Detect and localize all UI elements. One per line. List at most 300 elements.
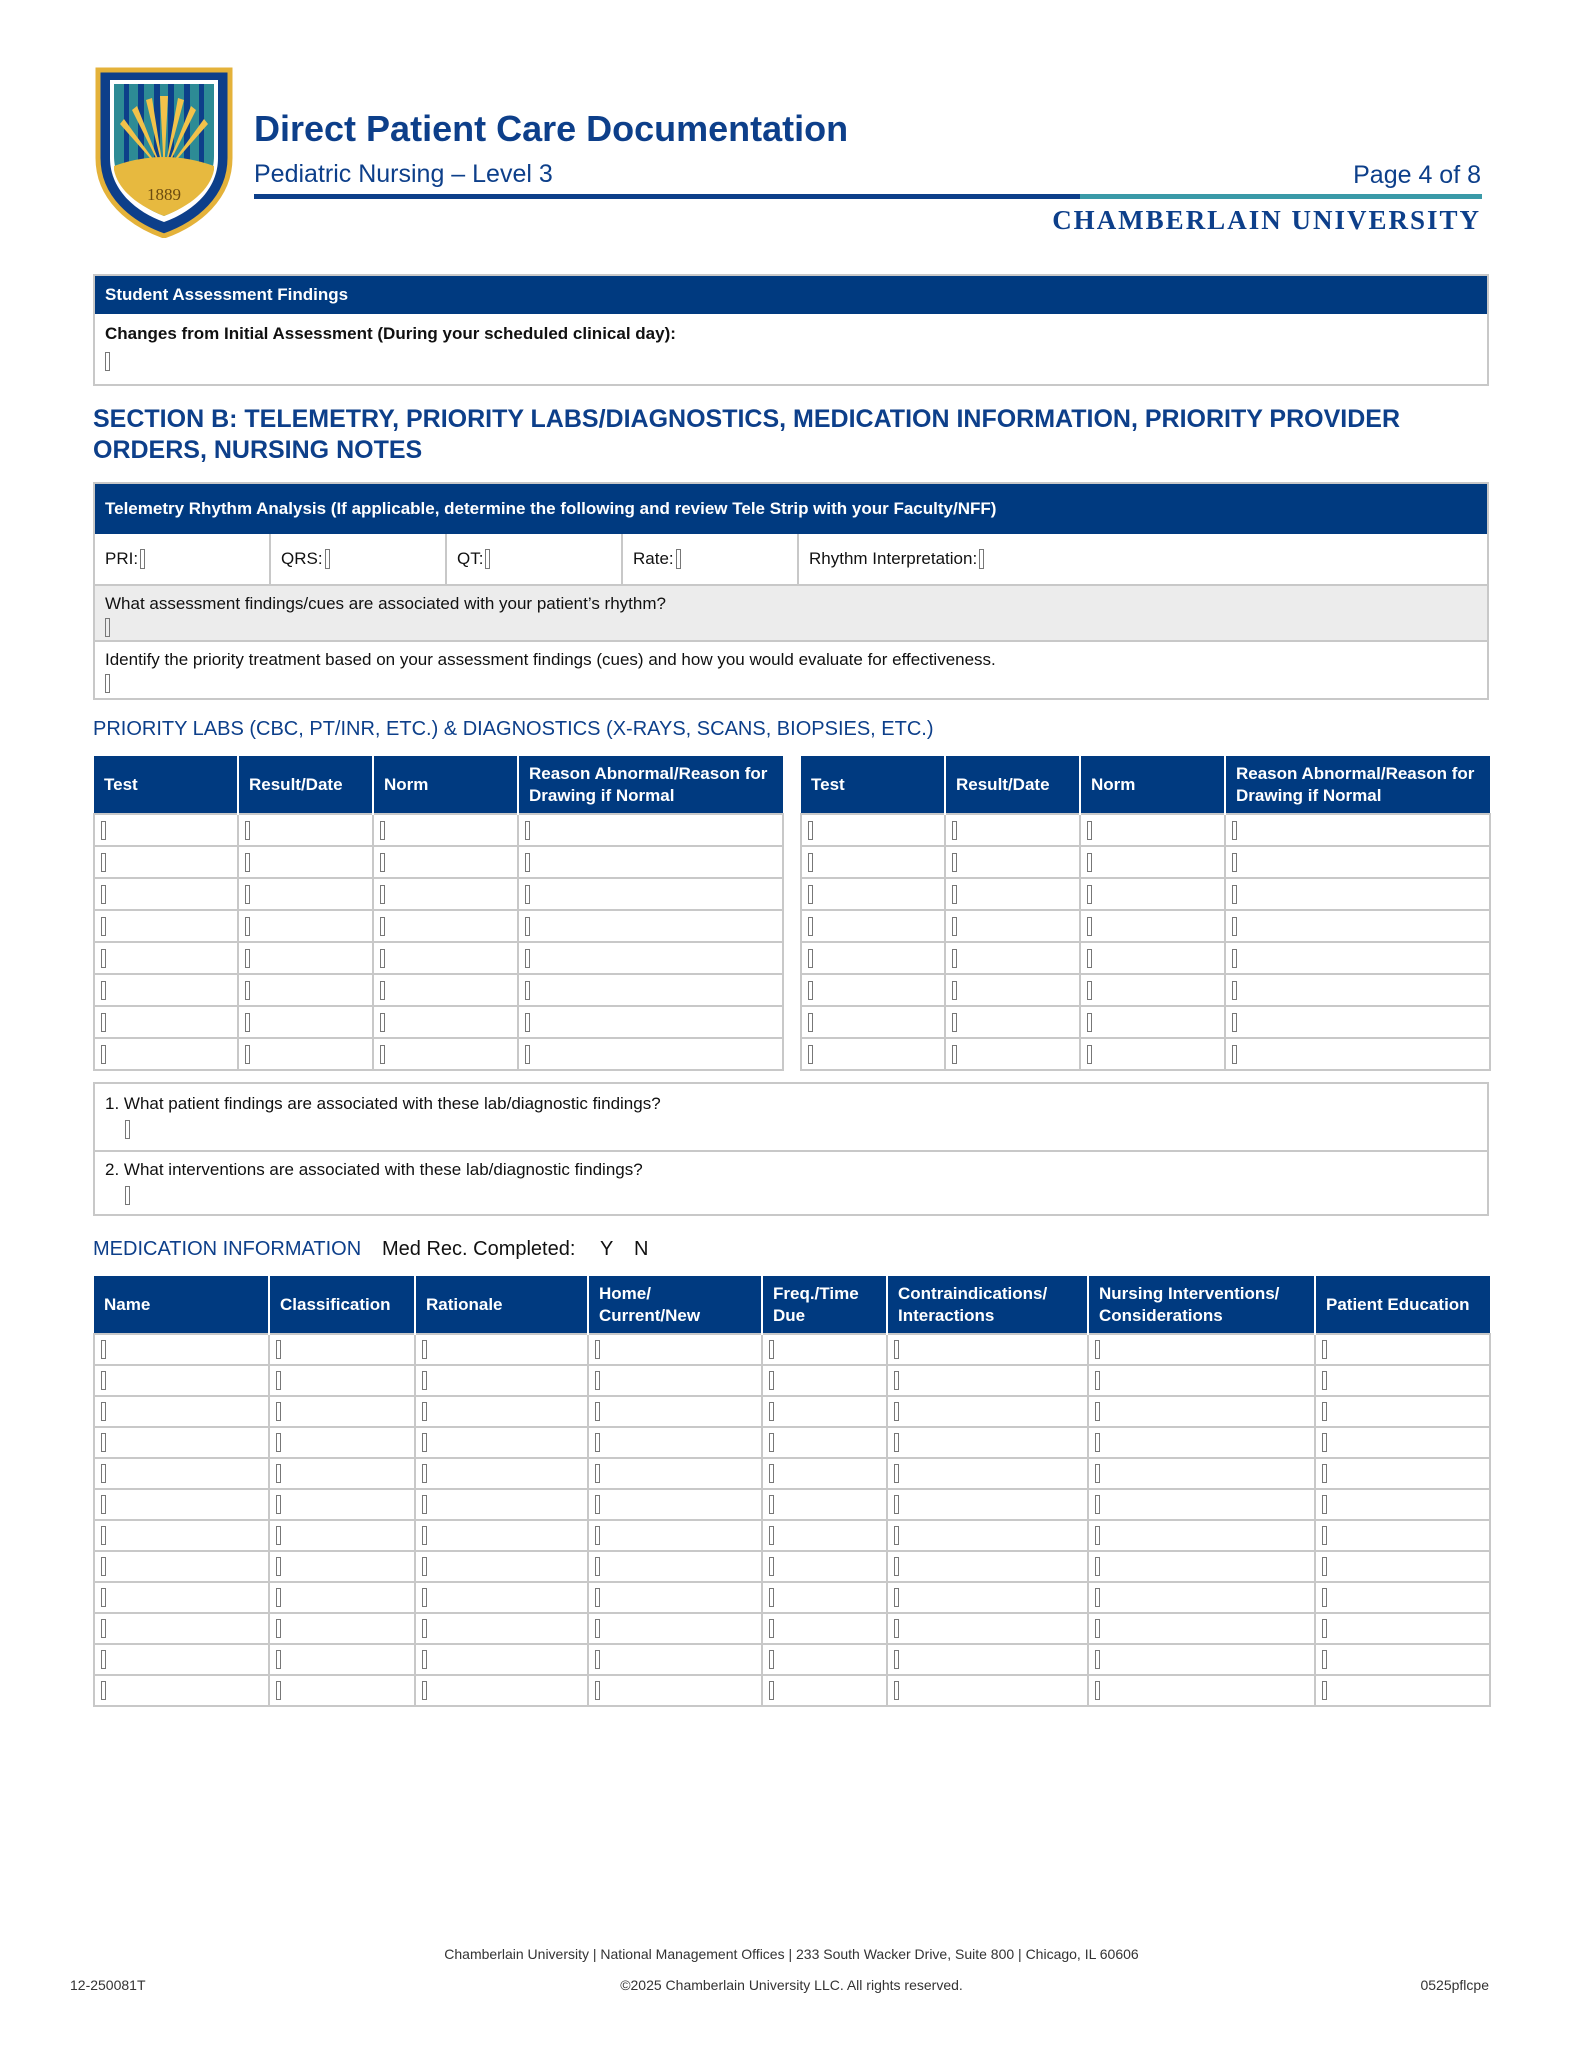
cell-input[interactable] <box>245 885 250 904</box>
table-cell <box>588 1427 762 1458</box>
cell-input[interactable] <box>769 1433 774 1452</box>
table-cell <box>1315 1520 1490 1551</box>
table-row <box>801 974 1490 1006</box>
cell-input[interactable] <box>808 981 813 1000</box>
table-cell <box>1080 814 1225 846</box>
rhythm-cues-input[interactable] <box>105 618 110 637</box>
cell-input[interactable] <box>1095 1557 1100 1576</box>
table-cell <box>887 1365 1088 1396</box>
cell-input[interactable] <box>1232 1045 1237 1064</box>
table-cell <box>1225 846 1490 878</box>
cell-input[interactable] <box>380 885 385 904</box>
cell-input[interactable] <box>276 1340 281 1359</box>
cell-input[interactable] <box>808 885 813 904</box>
table-cell <box>762 1675 887 1706</box>
qt-input[interactable] <box>485 549 490 569</box>
cell-input[interactable] <box>808 1013 813 1032</box>
cell-input[interactable] <box>1095 1588 1100 1607</box>
cell-input[interactable] <box>1087 885 1092 904</box>
table-cell <box>945 814 1080 846</box>
table-cell <box>1088 1675 1315 1706</box>
cell-input[interactable] <box>595 1588 600 1607</box>
cell-input[interactable] <box>422 1588 427 1607</box>
cell-input[interactable] <box>1095 1371 1100 1390</box>
table-cell <box>1315 1334 1490 1365</box>
cell-input[interactable] <box>101 885 106 904</box>
cell-input[interactable] <box>1232 981 1237 1000</box>
table-cell <box>269 1396 415 1427</box>
cell-input[interactable] <box>276 1402 281 1421</box>
cell-input[interactable] <box>101 1371 106 1390</box>
cell-input[interactable] <box>1322 1371 1327 1390</box>
table-cell <box>94 1396 269 1427</box>
cell-input[interactable] <box>101 1402 106 1421</box>
cell-input[interactable] <box>952 821 957 840</box>
cell-input[interactable] <box>595 1619 600 1638</box>
page-title: Direct Patient Care Documentation <box>254 108 849 149</box>
cell-input[interactable] <box>595 1433 600 1452</box>
page-subtitle: Pediatric Nursing – Level 3 <box>254 160 553 188</box>
cell-input[interactable] <box>101 1588 106 1607</box>
col-test: Test <box>801 756 945 814</box>
cell-input[interactable] <box>276 1588 281 1607</box>
cell-input[interactable] <box>276 1557 281 1576</box>
col-nursing-interventions: Nursing Interventions/ Considerations <box>1088 1276 1315 1334</box>
cell-input[interactable] <box>595 1495 600 1514</box>
table-cell <box>887 1334 1088 1365</box>
table-cell <box>945 846 1080 878</box>
cell-input[interactable] <box>101 1526 106 1545</box>
changes-input[interactable] <box>105 352 110 371</box>
table-cell <box>94 910 238 942</box>
cell-input[interactable] <box>1232 917 1237 936</box>
table-cell <box>1315 1551 1490 1582</box>
student-assessment-header: Student Assessment Findings <box>95 276 1487 314</box>
cell-input[interactable] <box>1322 1340 1327 1359</box>
cell-input[interactable] <box>769 1495 774 1514</box>
cell-input[interactable] <box>808 853 813 872</box>
cell-input[interactable] <box>1232 885 1237 904</box>
cell-input[interactable] <box>101 821 106 840</box>
table-row <box>801 878 1490 910</box>
cell-input[interactable] <box>808 821 813 840</box>
table-cell <box>94 878 238 910</box>
table-cell <box>94 1334 269 1365</box>
table-cell <box>945 878 1080 910</box>
cell-input[interactable] <box>595 1650 600 1669</box>
table-cell <box>1315 1675 1490 1706</box>
cell-input[interactable] <box>380 1013 385 1032</box>
table-row <box>94 1520 1490 1551</box>
cell-input[interactable] <box>276 1681 281 1700</box>
table-cell <box>1225 1006 1490 1038</box>
cell-input[interactable] <box>1322 1619 1327 1638</box>
table-cell <box>887 1644 1088 1675</box>
cell-input[interactable] <box>422 1402 427 1421</box>
cell-input[interactable] <box>1087 821 1092 840</box>
table-cell <box>588 1644 762 1675</box>
table-cell <box>1315 1613 1490 1644</box>
qrs-field: QRS: <box>271 534 447 584</box>
cell-input[interactable] <box>422 1650 427 1669</box>
cell-input[interactable] <box>245 1013 250 1032</box>
table-cell <box>373 846 518 878</box>
cell-input[interactable] <box>276 1650 281 1669</box>
table-row <box>94 1396 1490 1427</box>
cell-input[interactable] <box>595 1464 600 1483</box>
cell-input[interactable] <box>1322 1495 1327 1514</box>
cell-input[interactable] <box>1095 1402 1100 1421</box>
table-cell <box>1080 1038 1225 1070</box>
cell-input[interactable] <box>1232 1013 1237 1032</box>
table-cell <box>94 1675 269 1706</box>
cell-input[interactable] <box>101 1495 106 1514</box>
cell-input[interactable] <box>595 1557 600 1576</box>
table-cell <box>1315 1489 1490 1520</box>
cell-input[interactable] <box>769 1526 774 1545</box>
rate-field: Rate: <box>623 534 799 584</box>
cell-input[interactable] <box>952 853 957 872</box>
cell-input[interactable] <box>525 1045 530 1064</box>
cell-input[interactable] <box>276 1464 281 1483</box>
cell-input[interactable] <box>808 1045 813 1064</box>
cell-input[interactable] <box>1095 1650 1100 1669</box>
pri-input[interactable] <box>140 549 145 569</box>
table-cell <box>887 1582 1088 1613</box>
cell-input[interactable] <box>595 1402 600 1421</box>
table-row <box>801 1006 1490 1038</box>
table-cell <box>945 1006 1080 1038</box>
table-cell <box>762 1644 887 1675</box>
table-row <box>94 1582 1490 1613</box>
cell-input[interactable] <box>422 1371 427 1390</box>
table-cell <box>762 1489 887 1520</box>
table-cell <box>373 878 518 910</box>
cell-input[interactable] <box>1322 1588 1327 1607</box>
priority-treatment-question: Identify the priority treatment based on your assessment findings (cues) and how you would evaluate for effectiveness. <box>105 650 996 669</box>
table-cell <box>94 1644 269 1675</box>
table-cell <box>1315 1427 1490 1458</box>
cell-input[interactable] <box>894 1371 899 1390</box>
header-rule-blue <box>254 194 1080 199</box>
cell-input[interactable] <box>380 917 385 936</box>
cell-input[interactable] <box>952 949 957 968</box>
cell-input[interactable] <box>525 949 530 968</box>
cell-input[interactable] <box>769 1402 774 1421</box>
col-norm: Norm <box>1080 756 1225 814</box>
rhythm-field: Rhythm Interpretation: <box>799 534 1487 584</box>
cell-input[interactable] <box>894 1340 899 1359</box>
cell-input[interactable] <box>1232 949 1237 968</box>
priority-treatment-row <box>95 642 1487 700</box>
cell-input[interactable] <box>1095 1495 1100 1514</box>
cell-input[interactable] <box>1095 1340 1100 1359</box>
cell-input[interactable] <box>422 1464 427 1483</box>
table-cell <box>94 1006 238 1038</box>
cell-input[interactable] <box>894 1588 899 1607</box>
cell-input[interactable] <box>595 1526 600 1545</box>
cell-input[interactable] <box>422 1526 427 1545</box>
table-cell <box>762 1427 887 1458</box>
col-home-current-new: Home/ Current/New <box>588 1276 762 1334</box>
cell-input[interactable] <box>894 1402 899 1421</box>
cell-input[interactable] <box>101 1557 106 1576</box>
cell-input[interactable] <box>245 853 250 872</box>
table-row <box>94 1365 1490 1396</box>
cell-input[interactable] <box>1322 1526 1327 1545</box>
lab-findings-input[interactable] <box>125 1120 130 1139</box>
cell-input[interactable] <box>245 917 250 936</box>
cell-input[interactable] <box>1095 1619 1100 1638</box>
cell-input[interactable] <box>380 1045 385 1064</box>
table-cell <box>762 1520 887 1551</box>
cell-input[interactable] <box>952 885 957 904</box>
priority-treatment-input[interactable] <box>105 674 110 693</box>
table-cell <box>269 1334 415 1365</box>
cell-input[interactable] <box>595 1371 600 1390</box>
cell-input[interactable] <box>276 1619 281 1638</box>
cell-input[interactable] <box>380 949 385 968</box>
cell-input[interactable] <box>1087 981 1092 1000</box>
table-cell <box>269 1365 415 1396</box>
cell-input[interactable] <box>769 1681 774 1700</box>
table-cell <box>94 814 238 846</box>
cell-input[interactable] <box>894 1526 899 1545</box>
table-cell <box>415 1582 588 1613</box>
table-cell <box>1225 974 1490 1006</box>
cell-input[interactable] <box>769 1340 774 1359</box>
cell-input[interactable] <box>1095 1433 1100 1452</box>
table-cell <box>238 974 373 1006</box>
table-cell <box>762 1613 887 1644</box>
cell-input[interactable] <box>769 1588 774 1607</box>
rhythm-input[interactable] <box>979 549 984 569</box>
cell-input[interactable] <box>101 853 106 872</box>
table-cell <box>1088 1427 1315 1458</box>
table-cell <box>801 974 945 1006</box>
table-cell <box>518 974 783 1006</box>
table-row <box>801 846 1490 878</box>
table-cell <box>94 1551 269 1582</box>
cell-input[interactable] <box>525 917 530 936</box>
table-cell <box>1225 942 1490 974</box>
table-cell <box>801 1038 945 1070</box>
table-cell <box>801 942 945 974</box>
table-cell <box>518 942 783 974</box>
footer-code-right: 0525pflcpe <box>1420 1977 1489 1993</box>
table-cell <box>762 1551 887 1582</box>
footer-copyright: ©2025 Chamberlain University LLC. All rights reserved. <box>620 1977 963 1993</box>
cell-input[interactable] <box>380 981 385 1000</box>
labs-table-left <box>93 756 784 1071</box>
table-cell <box>238 814 373 846</box>
cell-input[interactable] <box>101 981 106 1000</box>
cell-input[interactable] <box>422 1495 427 1514</box>
table-cell <box>269 1675 415 1706</box>
table-row <box>801 942 1490 974</box>
cell-input[interactable] <box>808 917 813 936</box>
med-rec-yes[interactable]: Y <box>600 1238 614 1260</box>
cell-input[interactable] <box>769 1557 774 1576</box>
pri-field: PRI: <box>95 534 271 584</box>
table-cell <box>762 1365 887 1396</box>
cell-input[interactable] <box>276 1433 281 1452</box>
cell-input[interactable] <box>422 1681 427 1700</box>
rate-input[interactable] <box>676 549 681 569</box>
cell-input[interactable] <box>769 1371 774 1390</box>
cell-input[interactable] <box>952 917 957 936</box>
university-seal-logo <box>94 66 234 238</box>
cell-input[interactable] <box>101 917 106 936</box>
col-contraindications: Contraindications/ Interactions <box>887 1276 1088 1334</box>
cell-input[interactable] <box>1322 1650 1327 1669</box>
table-cell <box>1080 846 1225 878</box>
svg-text:1889: 1889 <box>147 185 181 204</box>
cell-input[interactable] <box>101 1619 106 1638</box>
table-cell <box>94 942 238 974</box>
med-rec-no[interactable]: N <box>634 1238 649 1260</box>
cell-input[interactable] <box>1087 917 1092 936</box>
cell-input[interactable] <box>101 949 106 968</box>
cell-input[interactable] <box>1087 949 1092 968</box>
cell-input[interactable] <box>1095 1681 1100 1700</box>
cell-input[interactable] <box>1322 1433 1327 1452</box>
telemetry-header: Telemetry Rhythm Analysis (If applicable, determine the following and review Tele Strip with your Faculty/NFF) <box>95 484 1487 534</box>
table-cell <box>269 1458 415 1489</box>
table-cell <box>269 1427 415 1458</box>
cell-input[interactable] <box>422 1619 427 1638</box>
qrs-input[interactable] <box>325 549 330 569</box>
cell-input[interactable] <box>1087 1045 1092 1064</box>
table-cell <box>762 1582 887 1613</box>
cell-input[interactable] <box>101 1650 106 1669</box>
table-cell <box>94 1427 269 1458</box>
cell-input[interactable] <box>245 949 250 968</box>
col-name: Name <box>94 1276 269 1334</box>
col-result-date: Result/Date <box>945 756 1080 814</box>
table-cell <box>1088 1613 1315 1644</box>
table-cell <box>1088 1334 1315 1365</box>
cell-input[interactable] <box>1087 1013 1092 1032</box>
cell-input[interactable] <box>422 1340 427 1359</box>
cell-input[interactable] <box>1322 1402 1327 1421</box>
table-cell <box>94 1458 269 1489</box>
table-cell <box>518 878 783 910</box>
table-cell <box>373 814 518 846</box>
cell-input[interactable] <box>1087 853 1092 872</box>
cell-input[interactable] <box>101 1013 106 1032</box>
cell-input[interactable] <box>245 821 250 840</box>
table-cell <box>94 974 238 1006</box>
cell-input[interactable] <box>894 1557 899 1576</box>
cell-input[interactable] <box>276 1371 281 1390</box>
cell-input[interactable] <box>245 1045 250 1064</box>
cell-input[interactable] <box>101 1681 106 1700</box>
cell-input[interactable] <box>894 1650 899 1669</box>
cell-input[interactable] <box>276 1495 281 1514</box>
cell-input[interactable] <box>952 1013 957 1032</box>
table-cell <box>94 1582 269 1613</box>
cell-input[interactable] <box>894 1464 899 1483</box>
cell-input[interactable] <box>380 853 385 872</box>
cell-input[interactable] <box>422 1433 427 1452</box>
cell-input[interactable] <box>1232 853 1237 872</box>
table-row <box>94 1427 1490 1458</box>
table-cell <box>269 1644 415 1675</box>
cell-input[interactable] <box>525 981 530 1000</box>
col-norm: Norm <box>373 756 518 814</box>
cell-input[interactable] <box>525 853 530 872</box>
cell-input[interactable] <box>1095 1464 1100 1483</box>
cell-input[interactable] <box>1095 1526 1100 1545</box>
cell-input[interactable] <box>952 1045 957 1064</box>
cell-input[interactable] <box>769 1464 774 1483</box>
cell-input[interactable] <box>101 1340 106 1359</box>
table-cell <box>887 1489 1088 1520</box>
table-cell <box>415 1489 588 1520</box>
divider <box>95 1150 1487 1152</box>
rhythm-cues-question: What assessment findings/cues are associated with your patient’s rhythm? <box>105 594 666 613</box>
table-cell <box>373 1038 518 1070</box>
page-number: Page 4 of 8 <box>1353 161 1481 189</box>
cell-input[interactable] <box>525 885 530 904</box>
table-cell <box>588 1365 762 1396</box>
cell-input[interactable] <box>101 1045 106 1064</box>
lab-interventions-input[interactable] <box>125 1186 130 1205</box>
table-row <box>94 878 783 910</box>
cell-input[interactable] <box>952 981 957 1000</box>
changes-label: Changes from Initial Assessment (During your scheduled clinical day): <box>105 324 676 343</box>
table-cell <box>801 878 945 910</box>
cell-input[interactable] <box>769 1619 774 1638</box>
table-cell <box>238 878 373 910</box>
table-cell <box>1088 1520 1315 1551</box>
cell-input[interactable] <box>1232 821 1237 840</box>
cell-input[interactable] <box>1322 1681 1327 1700</box>
table-cell <box>238 910 373 942</box>
cell-input[interactable] <box>245 981 250 1000</box>
cell-input[interactable] <box>276 1526 281 1545</box>
table-cell <box>415 1613 588 1644</box>
cell-input[interactable] <box>769 1650 774 1669</box>
cell-input[interactable] <box>595 1681 600 1700</box>
table-cell <box>945 1038 1080 1070</box>
table-row <box>801 910 1490 942</box>
cell-input[interactable] <box>525 1013 530 1032</box>
cell-input[interactable] <box>525 821 530 840</box>
table-cell <box>1225 814 1490 846</box>
table-cell <box>588 1396 762 1427</box>
cell-input[interactable] <box>422 1557 427 1576</box>
cell-input[interactable] <box>1322 1557 1327 1576</box>
cell-input[interactable] <box>101 1464 106 1483</box>
cell-input[interactable] <box>894 1433 899 1452</box>
cell-input[interactable] <box>380 821 385 840</box>
cell-input[interactable] <box>101 1433 106 1452</box>
table-cell <box>94 846 238 878</box>
table-cell <box>269 1489 415 1520</box>
cell-input[interactable] <box>808 949 813 968</box>
table-cell <box>1225 910 1490 942</box>
cell-input[interactable] <box>894 1619 899 1638</box>
cell-input[interactable] <box>894 1495 899 1514</box>
table-row <box>94 1334 1490 1365</box>
table-cell <box>94 1365 269 1396</box>
cell-input[interactable] <box>595 1340 600 1359</box>
cell-input[interactable] <box>894 1681 899 1700</box>
table-cell <box>1088 1489 1315 1520</box>
cell-input[interactable] <box>1322 1464 1327 1483</box>
